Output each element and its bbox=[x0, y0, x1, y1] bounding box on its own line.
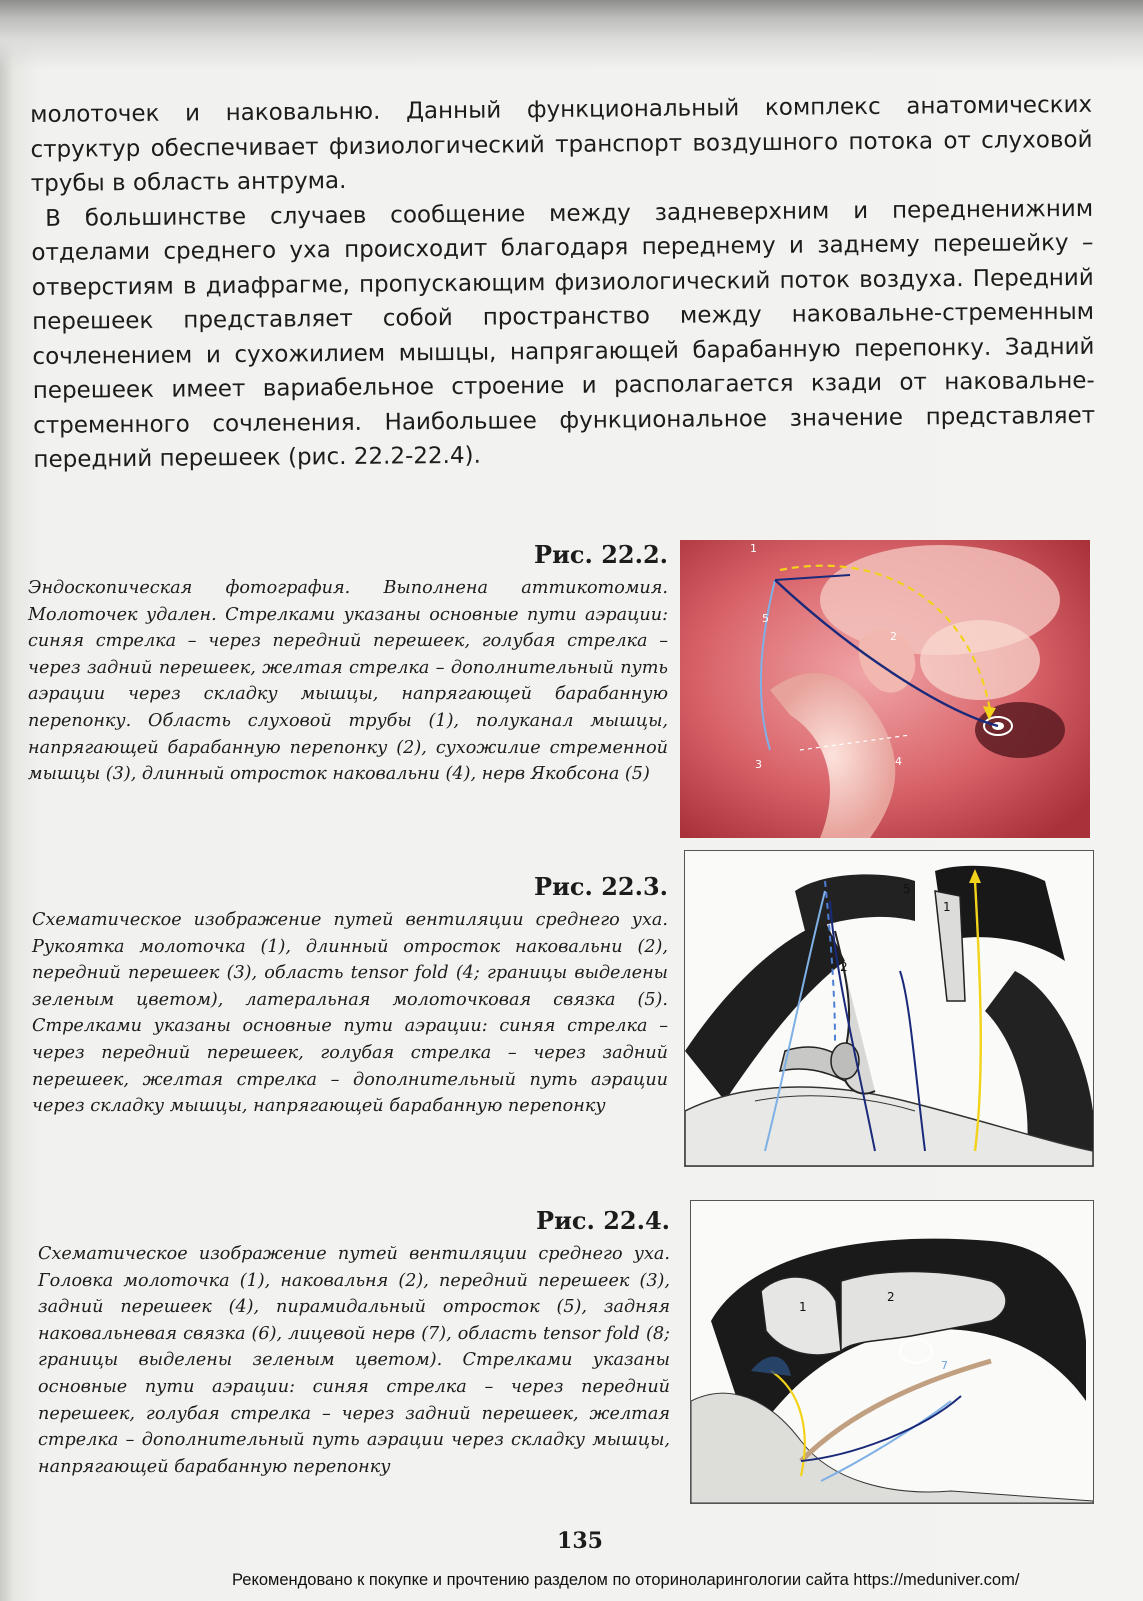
label-2: 2 bbox=[840, 960, 848, 974]
figure-caption: Схематическое изображение путей вентиляции среднего уха. Головка молоточка (1), наковальня (2), передний перешеек (3), задний перешеек (4), пирамидальный отросток (5), задняя наковальневая связка (6), лицевой нерв (7), область tensor fold (8; границы выделены зеленым цветом). Стрелками указаны основные пути аэрации: синяя стрелка – через передний перешеек, голубая стрелка – через задний перешеек, желтая стрелка – дополнительный путь аэрации через складку мышцы, напрягающей барабанную перепонку bbox=[38, 1244, 670, 1477]
figure-22-3-caption-block bbox=[32, 872, 668, 1120]
paragraph-2: В большинстве случаев сообщение между задневерхним и передненижним отделами среднего уха происходит благодаря переднему и заднему перешейку – отверстиям в диафрагме, пропускающим физиологический поток воздуха. Передний перешеек представляет собой пространство между наковальне-стременным сочленением и сухожилием мышцы, напрягающей барабанную перепонку. Задний перешеек имеет вариабельное строение и располагается кзади от наковальне-стременного сочленения. Наибольшее функциональное значение представляет передний перешеек (рис. 22.2-22.4). bbox=[31, 195, 1096, 473]
figure-22-4-schematic bbox=[690, 1200, 1094, 1504]
figure-title: Рис. 22.2. bbox=[534, 540, 668, 569]
figure-22-2-caption-block bbox=[28, 540, 668, 788]
label-2: 2 bbox=[887, 1290, 895, 1304]
page-edge-shadow bbox=[0, 0, 1143, 70]
figure-title: Рис. 22.4. bbox=[536, 1206, 670, 1235]
label-1: 1 bbox=[750, 542, 757, 555]
label-3: 3 bbox=[755, 758, 762, 771]
figure-22-3-schematic bbox=[684, 850, 1094, 1167]
figure-22-2-endoscopic-photo bbox=[680, 540, 1090, 838]
label-7: 7 bbox=[941, 1359, 948, 1372]
label-1: 1 bbox=[799, 1300, 807, 1314]
body-text bbox=[30, 88, 1096, 478]
figure-title: Рис. 22.3. bbox=[534, 872, 668, 901]
page-number: 135 bbox=[557, 1528, 603, 1554]
label-2: 2 bbox=[890, 630, 897, 643]
label-1: 1 bbox=[943, 900, 951, 914]
figure-caption: Схематическое изображение путей вентиляции среднего уха. Рукоятка молоточка (1), длинный отросток наковальни (2), передний перешеек (3), область tensor fold (4; границы выделены зеленым цветом), латеральная молоточковая связка (5). Стрелками указаны основные пути аэрации: синяя стрелка – через передний перешеек, голубая стрелка – через задний перешеек, желтая стрелка – дополнительный путь аэрации через складку мышцы, напрягающей барабанную перепонку bbox=[32, 910, 668, 1117]
paragraph-1: молоточек и наковальню. Данный функциональный комплекс анатомических структур обеспечивает физиологический транспорт воздушного потока от слуховой трубы в область антрума. bbox=[30, 91, 1093, 197]
label-5: 5 bbox=[762, 612, 769, 625]
label-5: 5 bbox=[903, 882, 911, 896]
footer-recommendation: Рекомендовано к покупке и прочтению разделом по оториноларингологии сайта https://meduniver.com/ bbox=[232, 1571, 1020, 1589]
figure-22-4-caption-block bbox=[38, 1206, 670, 1480]
figure-caption: Эндоскопическая фотография. Выполнена аттикотомия. Молоточек удален. Стрелками указаны основные пути аэрации: синяя стрелка – через передний перешеек, голубая стрелка – через задний перешеек, желтая стрелка – дополнительный путь аэрации через складку мышцы, напрягающей барабанную перепонку. Область слуховой трубы (1), полуканал мышцы, напрягающей барабанную перепонку (2), сухожилие стременной мышцы (3), длинный отросток наковальни (4), нерв Якобсона (5) bbox=[28, 578, 668, 785]
label-4: 4 bbox=[895, 755, 902, 768]
